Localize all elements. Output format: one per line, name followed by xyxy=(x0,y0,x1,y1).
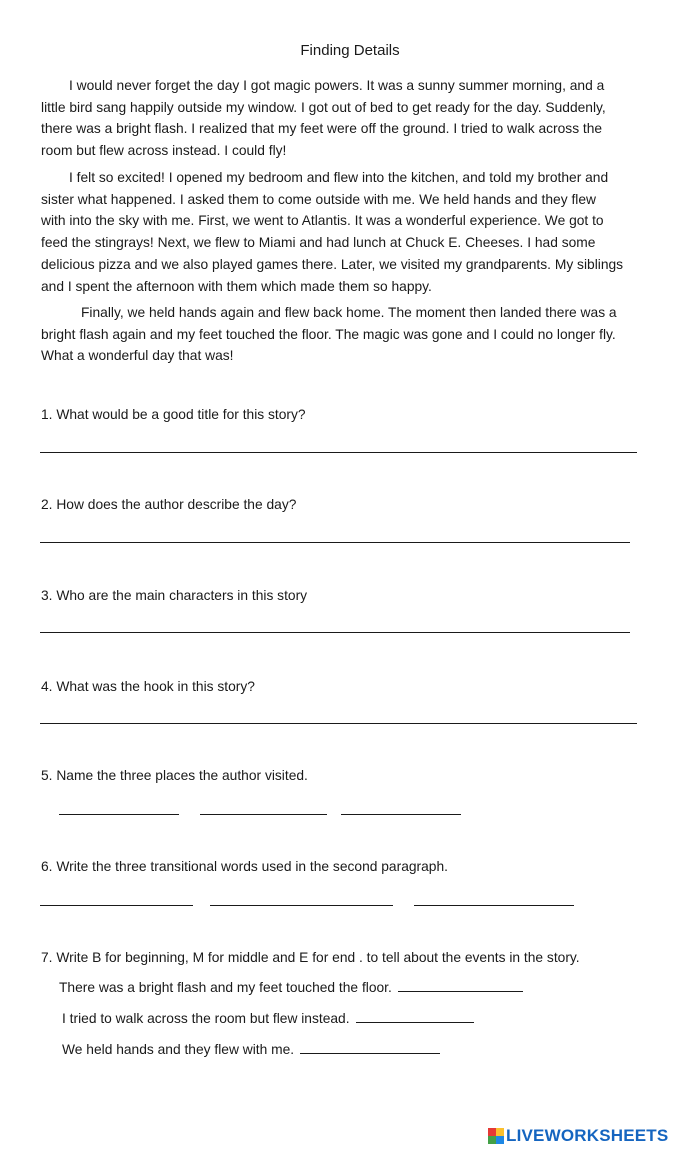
story-paragraph-2 xyxy=(41,167,661,297)
liveworksheets-logo-icon xyxy=(488,1128,504,1144)
place-blank-1[interactable] xyxy=(59,814,179,815)
story-line: I would never forget the day I got magic powers. It was a sunny summer morning, and a xyxy=(69,78,605,93)
event-text: There was a bright flash and my feet touched the floor. xyxy=(59,980,392,995)
story-line: room but flew across instead. I could fly! xyxy=(41,143,287,159)
question-1: 1. What would be a good title for this story? xyxy=(41,407,306,422)
story-line: sister what happened. I asked them to come outside with me. We held hands and they flew xyxy=(41,191,597,207)
story-line: and I spent the afternoon with them which made them so happy. xyxy=(41,278,432,294)
story-paragraph-3 xyxy=(41,302,661,367)
story-paragraph-1 xyxy=(41,75,661,162)
event-item-2 xyxy=(62,1011,474,1026)
event-item-3 xyxy=(62,1042,440,1057)
question-5: 5. Name the three places the author visited. xyxy=(41,768,308,783)
story-line: bright flash again and my feet touched the floor. The magic was gone and I could no longer fly. xyxy=(41,326,616,342)
transition-blank-1[interactable] xyxy=(40,905,193,906)
place-blank-2[interactable] xyxy=(200,814,327,815)
event-text: I tried to walk across the room but flew instead. xyxy=(62,1011,350,1026)
answer-blank-2[interactable] xyxy=(40,542,630,543)
worksheet-title: Finding Details xyxy=(300,42,400,59)
place-blank-3[interactable] xyxy=(341,814,461,815)
question-6: 6. Write the three transitional words used in the second paragraph. xyxy=(41,859,448,874)
story-line: feed the stingrays! Next, we flew to Miami and had lunch at Chuck E. Cheeses. I had some xyxy=(41,235,596,251)
story-line: little bird sang happily outside my window. I got out of bed to get ready for the day. Suddenly, xyxy=(41,99,606,115)
answer-blank-1[interactable] xyxy=(40,452,637,453)
event-answer-blank-2[interactable] xyxy=(356,1022,474,1023)
question-4: 4. What was the hook in this story? xyxy=(41,679,255,694)
story-line: Finally, we held hands again and flew back home. The moment then landed there was a xyxy=(81,305,617,320)
event-answer-blank-1[interactable] xyxy=(398,991,523,992)
question-7: 7. Write B for beginning, M for middle and E for end . to tell about the events in the story. xyxy=(41,950,580,965)
transition-blank-2[interactable] xyxy=(210,905,393,906)
logo-text: LIVEWORKSHEETS xyxy=(506,1126,669,1145)
event-text: We held hands and they flew with me. xyxy=(62,1042,295,1057)
story-line: there was a bright flash. I realized that my feet were off the ground. I tried to walk across the xyxy=(41,121,603,137)
event-item-1 xyxy=(59,980,523,995)
story-line: What a wonderful day that was! xyxy=(41,348,234,364)
transition-blank-3[interactable] xyxy=(414,905,574,906)
answer-blank-3[interactable] xyxy=(40,632,630,633)
story-line: I felt so excited! I opened my bedroom and flew into the kitchen, and told my brother and xyxy=(69,170,609,185)
question-2: 2. How does the author describe the day? xyxy=(41,497,297,512)
answer-blank-4[interactable] xyxy=(40,723,637,724)
question-3: 3. Who are the main characters in this story xyxy=(41,588,308,603)
liveworksheets-logo[interactable] xyxy=(488,1126,668,1146)
story-line: with into the sky with me. First, we went to Atlantis. It was a wonderful experience. We got to xyxy=(41,213,604,229)
story-line: delicious pizza and we also played games there. Later, we visited my grandparents. My siblings xyxy=(41,256,624,272)
event-answer-blank-3[interactable] xyxy=(300,1053,440,1054)
